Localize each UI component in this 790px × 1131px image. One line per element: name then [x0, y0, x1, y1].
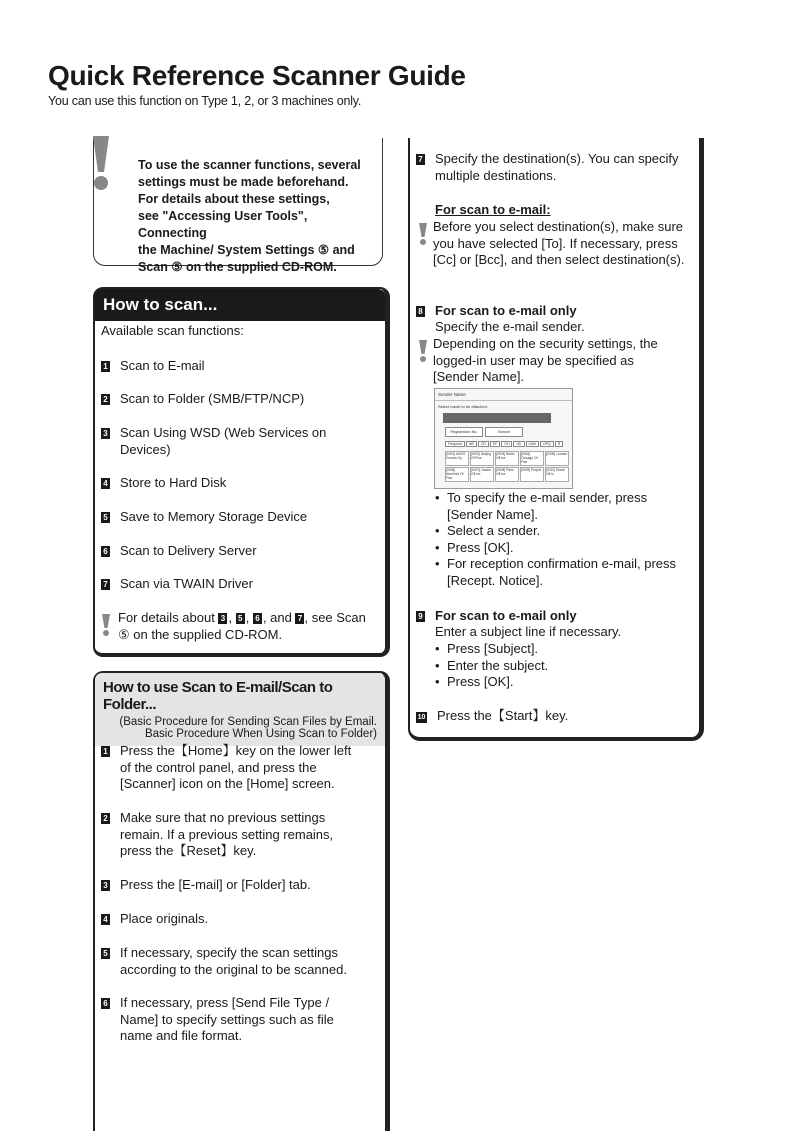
step-number: 4 [101, 478, 110, 489]
step-number: 3 [101, 880, 110, 891]
step-number: 2 [101, 394, 110, 405]
screenshot-title: Sender Name [438, 392, 466, 397]
scan-function-item: 1 Scan to E-mail [101, 358, 205, 375]
bullet-item: • Press [OK]. [435, 674, 685, 691]
step-number: 5 [101, 948, 110, 959]
page-title: Quick Reference Scanner Guide [48, 60, 466, 91]
step-number: 3 [101, 428, 110, 439]
destination-cell[interactable]: [0005] London [545, 451, 569, 466]
email-note: Before you select destination(s), make sure you have selected [To]. If necessary, press [Cc] or [Bcc], and then select destination(s). [433, 219, 685, 267]
exclamation-icon [101, 613, 111, 637]
destination-cell[interactable]: [0002] Beijing Of Fice [470, 451, 494, 466]
bullet-item: • Select a sender. [435, 523, 695, 540]
scan-function-item: 7 Scan via TWAIN Driver [101, 576, 253, 593]
step-8-note: Depending on the security settings, the logged-in user may be specified as [Sender Name]. [433, 336, 658, 384]
step-8-bullets [435, 490, 695, 589]
procedure-step: 6 If necessary, press [Send File Type / Name] to specify settings such as file name and file format. [101, 995, 360, 1045]
exclamation-icon [418, 339, 428, 363]
screenshot-name-field [443, 413, 551, 423]
destination-cell[interactable]: [0004] Chicago Of Fice [520, 451, 544, 466]
scan-function-item: 4 Store to Hard Disk [101, 475, 226, 492]
bullet-item: • For reception confirmation e-mail, press [Recept. Notice]. [435, 556, 695, 589]
page-subtitle: You can use this function on Type 1, 2, or 3 machines only. [48, 94, 362, 108]
scan-function-item: 6 Scan to Delivery Server [101, 543, 257, 560]
screenshot-tab[interactable]: AB [466, 441, 477, 447]
screenshot-tab[interactable]: Frequent [445, 441, 465, 447]
step-number: 1 [101, 361, 110, 372]
step-number: 4 [101, 914, 110, 925]
exclamation-icon [418, 222, 428, 246]
step-number: 5 [101, 512, 110, 523]
destination-cell[interactable]: [0001] ADEO Comdo Oy [445, 451, 469, 466]
how-to-scan-panel [93, 287, 390, 657]
procedure-step: 5 If necessary, specify the scan settings according to the original to be scanned. [101, 945, 365, 978]
step-number: 2 [101, 813, 110, 824]
destination-cell[interactable]: [0010] Rome Off ic [545, 467, 569, 482]
how-to-use-subheading: (Basic Procedure for Sending Scan Files by Email. [119, 716, 377, 728]
screenshot-tab[interactable]: IJK [513, 441, 524, 447]
screenshot-prompt: Select name to be attached. [438, 404, 488, 409]
step-number: 10 [417, 714, 426, 721]
scan-function-item: 2 Scan to Folder (SMB/FTP/NCP) [101, 391, 304, 408]
step-number: 8 [416, 306, 425, 317]
bullet-item: • Press [OK]. [435, 540, 695, 557]
how-to-use-header [95, 673, 385, 746]
screenshot-tab[interactable]: CD [478, 441, 489, 447]
screenshot-tab[interactable]: EF [490, 441, 500, 447]
procedure-step: 3 Press the [E-mail] or [Folder] tab. [101, 877, 311, 894]
screenshot-grid [445, 451, 569, 482]
email-heading: For scan to e-mail: [435, 202, 551, 217]
step-9-line: Enter a subject line if necessary. [435, 624, 622, 639]
procedure-step-8: 8 For scan to e-mail only [416, 303, 577, 320]
bullet-item: • Press [Subject]. [435, 641, 685, 658]
procedure-step: 4 Place originals. [101, 911, 208, 928]
procedure-step-10: 10 Press the【Start】key. [417, 708, 569, 723]
screenshot-tab[interactable]: GH [501, 441, 512, 447]
settings-note-text: To use the scanner functions, several settings must be made beforehand. For details about these settings, see "Accessing User Tools", Connecting the Machine/ System Settings ⑤ and Scan ⑤ on the supplied CD-ROM. [138, 158, 361, 274]
scan-functions-footnote: For details about 3 , 5 , 6 , and 7 , see Scan ⑤ on the supplied CD-ROM. [118, 610, 366, 642]
how-to-use-subheading: Basic Procedure When Using Scan to Folder) [144, 728, 377, 740]
procedure-step: 1 Press the【Home】key on the lower left of the control panel, and press the [Scanner] icon on the [Home] screen. [101, 743, 360, 793]
step-number: 6 [101, 998, 110, 1009]
bullet-item: • Enter the subject. [435, 658, 685, 675]
how-to-use-heading: How to use Scan to E-mail/Scan to Folder... [103, 679, 333, 713]
destination-cell[interactable]: [0007] Osaka Off ice [470, 467, 494, 482]
scan-function-item: 5 Save to Memory Storage Device [101, 509, 307, 526]
screenshot-tabs [445, 441, 563, 447]
screenshot-tab[interactable]: LMN [526, 441, 539, 447]
destination-cell[interactable]: [0003] Berlin Off ice [495, 451, 519, 466]
screenshot-tab[interactable]: R [555, 441, 564, 447]
step-number: 1 [101, 746, 110, 757]
step-number: 7 [101, 579, 110, 590]
exclamation-icon [90, 134, 112, 192]
procedure-step-9: 9 For scan to e-mail only [416, 608, 577, 625]
destination-cell[interactable]: [0008] Paris Off ice [495, 467, 519, 482]
step-number: 7 [416, 154, 425, 165]
step-9-bullets [435, 641, 685, 691]
how-to-use-panel [93, 671, 390, 1131]
how-to-scan-heading: How to scan... [95, 289, 385, 321]
available-functions-label: Available scan functions: [101, 323, 244, 338]
registration-no-button[interactable]: Registration No. [445, 427, 483, 437]
scan-function-item: 3 Scan Using WSD (Web Services on Devices) [101, 425, 371, 458]
destination-cell[interactable]: [0006] NewYork Of Fice [445, 467, 469, 482]
procedure-step: 2 Make sure that no previous settings remain. If a previous setting remains, press the【Reset】key. [101, 810, 355, 860]
step-number: 9 [416, 611, 425, 622]
sender-name-screenshot [434, 388, 573, 489]
search-button[interactable]: Search [485, 427, 523, 437]
step-8-line: Specify the e-mail sender. [435, 319, 585, 334]
destination-cell[interactable]: [0009] Project [520, 467, 544, 482]
step-number: 6 [101, 546, 110, 557]
bullet-item: • To specify the e-mail sender, press [Sender Name]. [435, 490, 695, 523]
procedure-step-7: 7 Specify the destination(s). You can specify multiple destinations. [416, 151, 693, 184]
screenshot-tab[interactable]: OPQ [540, 441, 554, 447]
